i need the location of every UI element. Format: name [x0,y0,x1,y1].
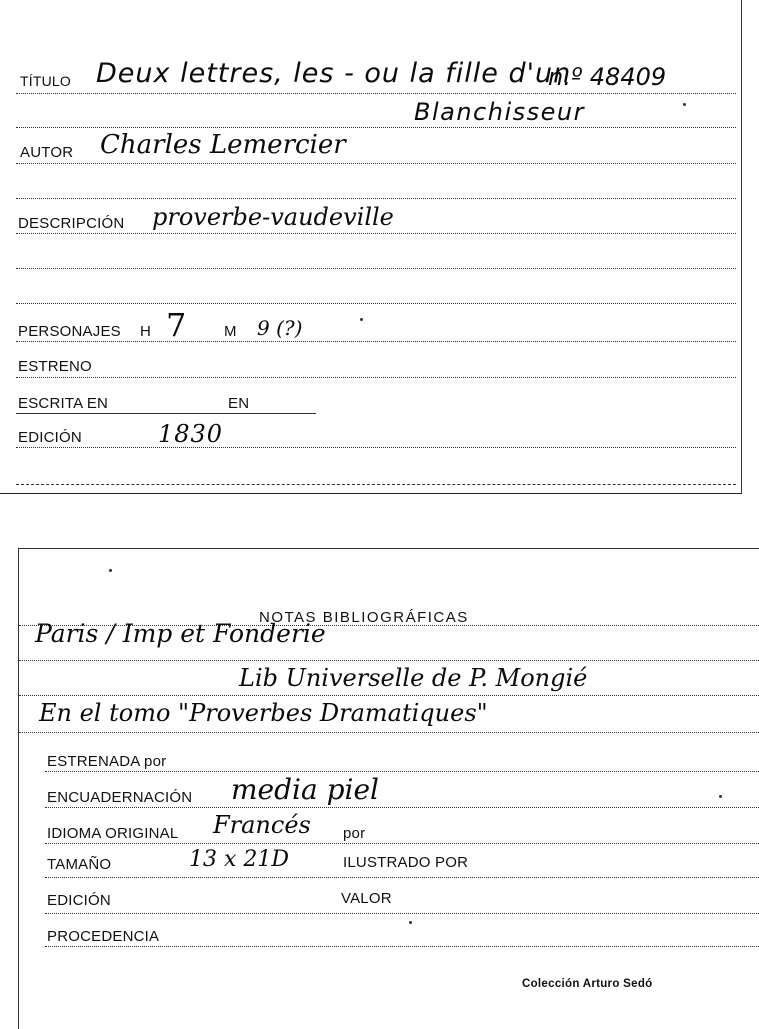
estrenada-line [45,771,759,772]
notas-heading: NOTAS BIBLIOGRÁFICAS [259,609,469,626]
personajes-label: PERSONAJES [18,323,121,340]
titulo-label: TÍTULO [20,73,71,89]
escrita-en-label: EN [228,395,250,412]
descripcion-label: DESCRIPCIÓN [18,215,125,232]
note-line-3: En el tomo "Proverbes Dramatiques" [39,699,488,727]
paper-speck [360,318,363,321]
catalog-card-front [0,0,742,494]
catalog-card-back [18,548,759,1029]
notas-line-4 [19,732,759,733]
personajes-h-label: H [140,323,152,340]
note-line-2: Lib Universelle de P. Mongié [239,664,588,692]
idioma-por-label: por [343,825,366,842]
personajes-line [16,341,736,342]
edicion-line [16,447,736,448]
notas-line-3 [19,695,759,696]
tamano-value: 13 x 21D [189,847,290,872]
autor-second-line [16,198,736,199]
note-line-1: Paris / Imp et Fonderie [35,619,326,648]
valor-label: VALOR [341,890,392,907]
paper-speck [719,795,722,798]
tamano-line [45,877,759,878]
encuadernacion-value: media piel [231,773,379,806]
personajes-m-label: M [224,323,237,340]
encuadernacion-label: ENCUADERNACIÓN [47,789,193,806]
titulo-line [16,93,736,94]
estreno-line [16,377,736,378]
collection-credit: Colección Arturo Sedó [522,978,653,990]
edicion-value: 1830 [158,420,224,448]
procedencia-label: PROCEDENCIA [47,928,160,945]
titulo-continuation: Blanchisseur [414,98,585,126]
procedencia-line [45,946,759,947]
personajes-h-value: 7 [166,306,187,344]
descripcion-second-line [16,268,736,269]
autor-label: AUTOR [20,144,74,161]
edicion-label: EDICIÓN [18,429,82,446]
escrita-label: ESCRITA EN [18,395,109,412]
tamano-label: TAMAÑO [47,856,112,873]
autor-value: Charles Lemercier [100,130,346,160]
notas-line-2 [19,660,759,661]
bottom-dashed-line [16,484,736,485]
titulo-value: Deux lettres, les - ou la fille d'un [96,58,572,89]
idioma-label: IDIOMA ORIGINAL [47,825,179,842]
personajes-m-value: 9 (?) [257,316,303,340]
paper-speck [409,921,412,924]
catalog-number: n.º 48409 [548,63,667,91]
autor-line [16,163,736,164]
edicion-back-label: EDICIÓN [47,892,111,909]
titulo-second-line [16,127,736,128]
estreno-label: ESTRENO [18,358,92,375]
idioma-line [45,843,759,844]
paper-speck [683,103,686,106]
descripcion-value: proverbe-vaudeville [152,203,394,231]
descripcion-third-line [16,303,736,304]
estrenada-label: ESTRENADA por [47,753,167,770]
descripcion-line [16,233,736,234]
ilustrado-label: ILUSTRADO POR [343,854,469,871]
escrita-line [16,413,316,414]
paper-speck [109,569,112,572]
idioma-value: Francés [213,811,311,839]
encuadernacion-line [45,807,759,808]
edicion-back-line [45,913,759,914]
